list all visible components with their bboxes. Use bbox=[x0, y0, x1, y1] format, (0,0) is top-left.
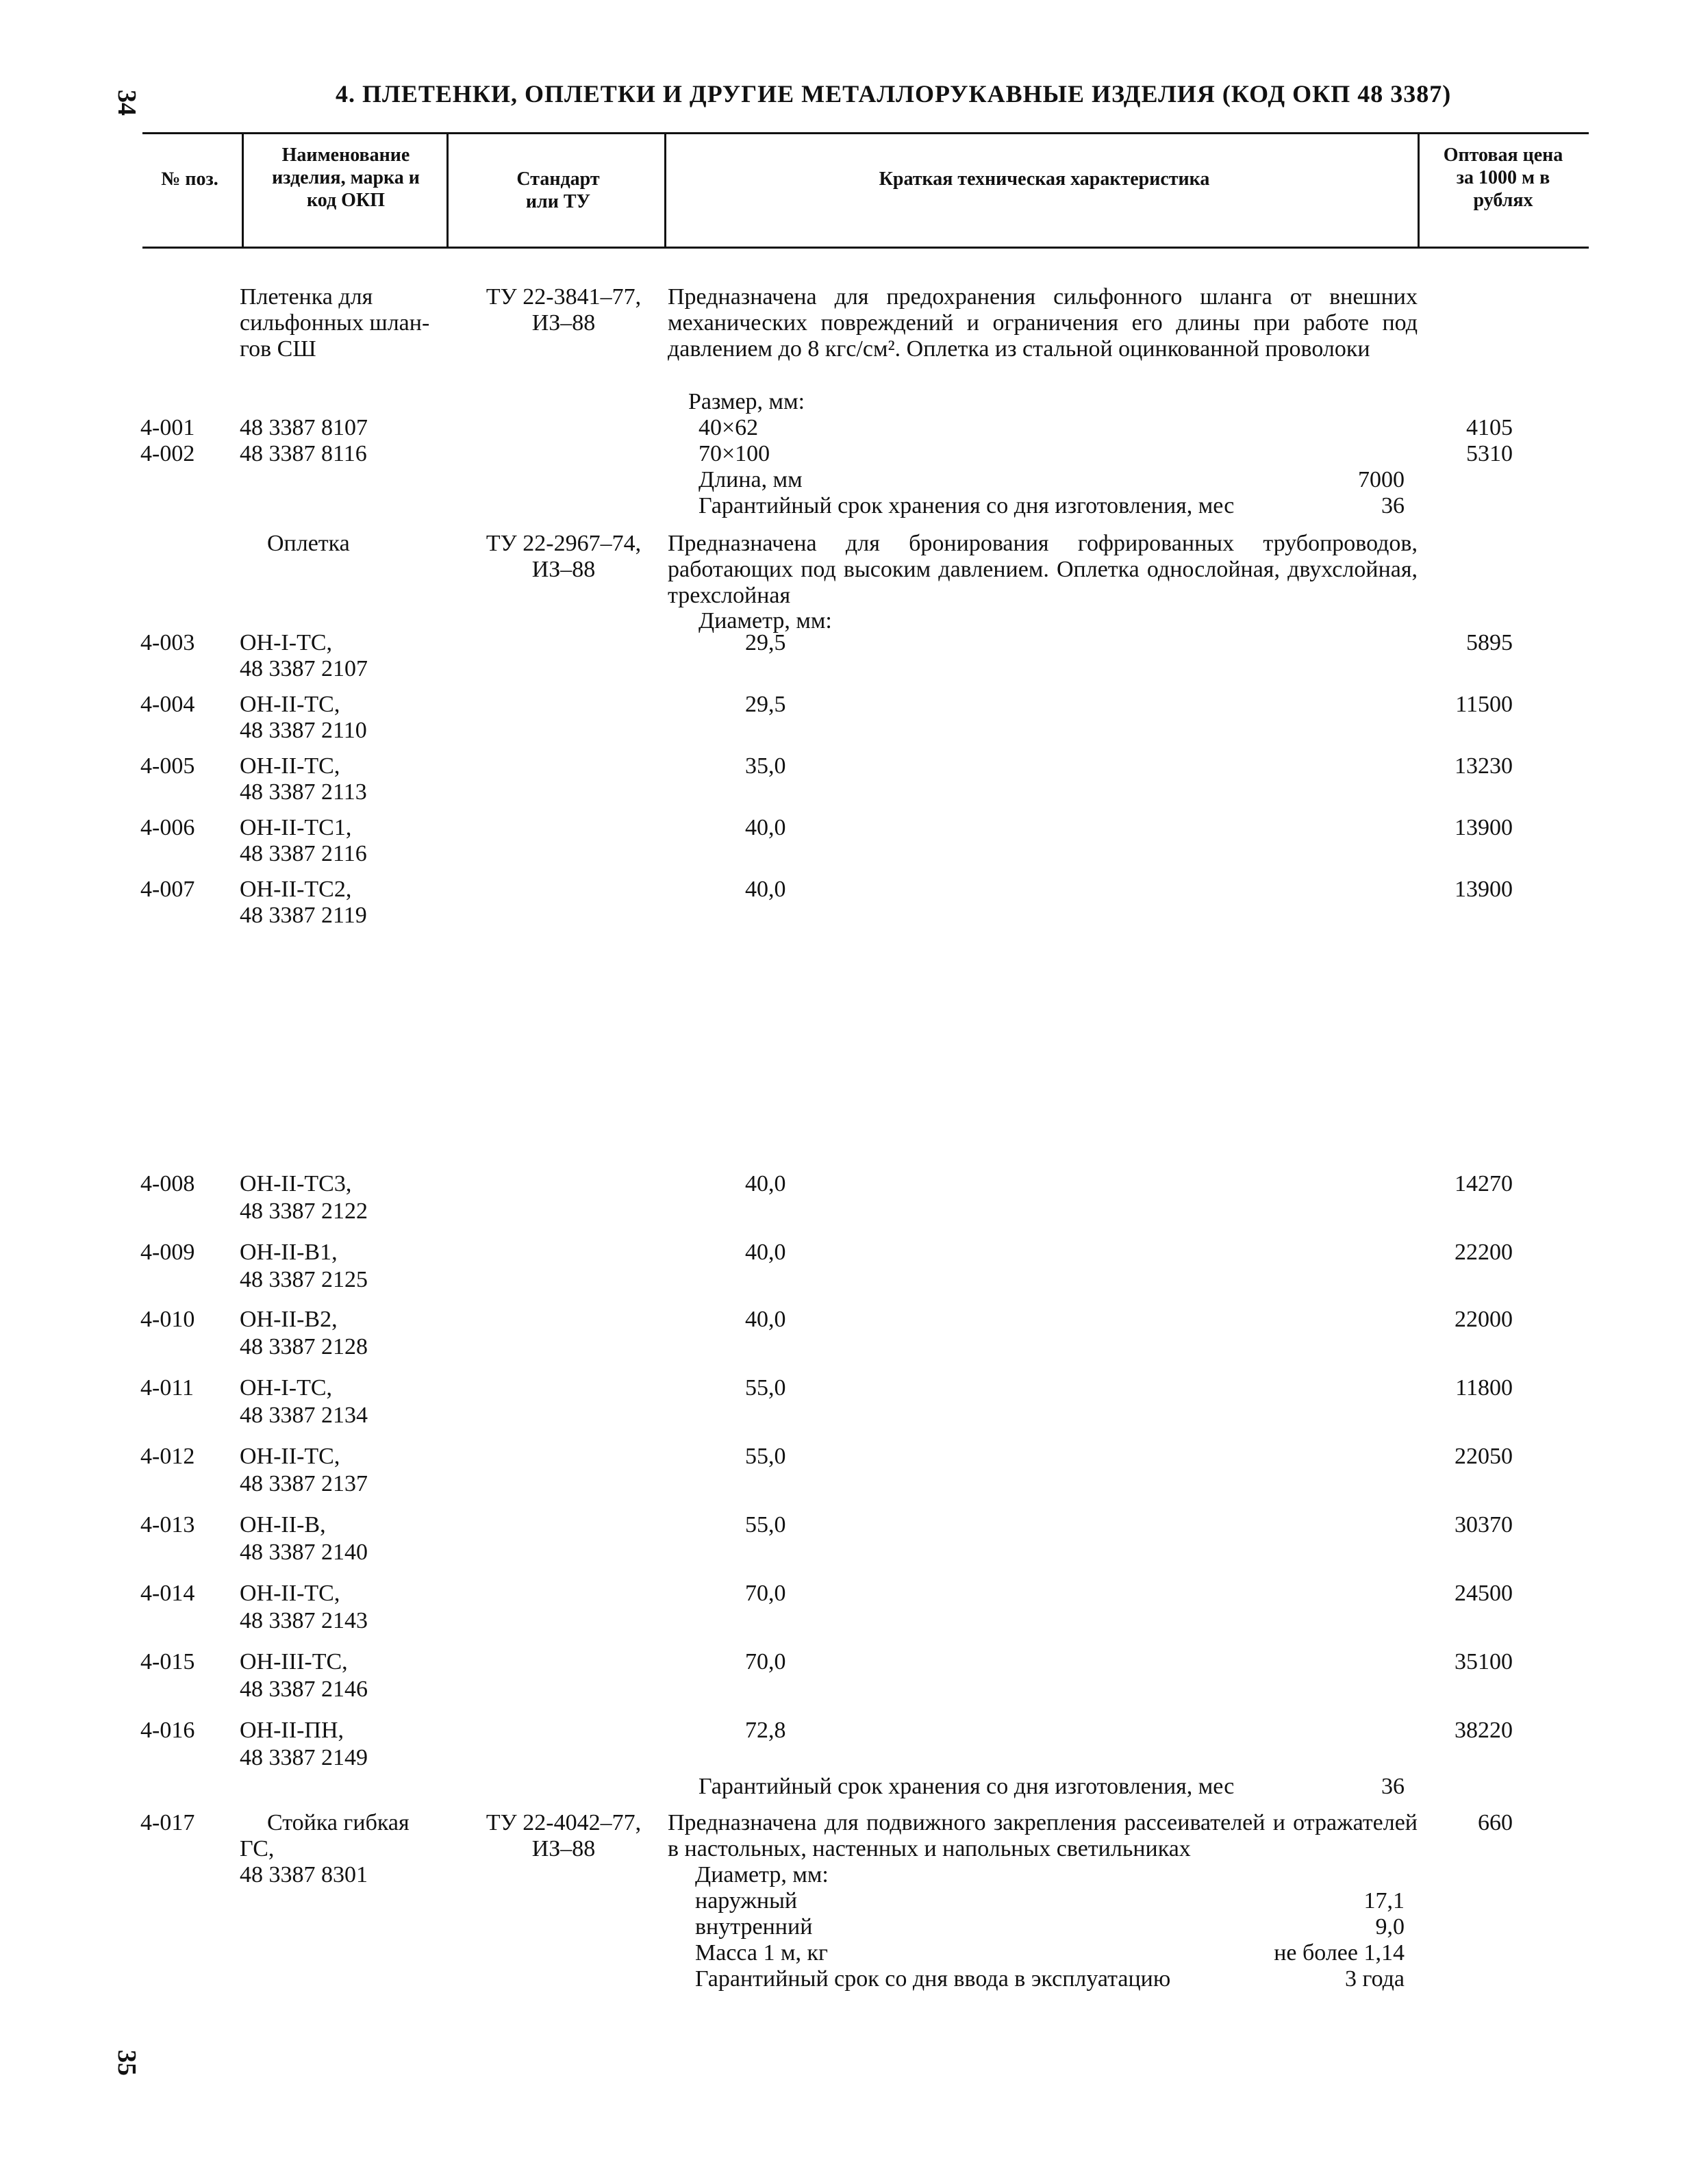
group3-outer-value: 17,1 bbox=[1363, 1888, 1405, 1913]
row-price: 24500 bbox=[1455, 1581, 1513, 1606]
row-price: 13900 bbox=[1455, 877, 1513, 902]
row-pos: 4-009 bbox=[140, 1240, 195, 1265]
row-price: 22050 bbox=[1455, 1444, 1513, 1469]
row-pos: 4-011 bbox=[140, 1375, 194, 1401]
group3-inner-value: 9,0 bbox=[1375, 1914, 1405, 1940]
group1-length-value: 7000 bbox=[1358, 467, 1405, 492]
row-pos: 4-014 bbox=[140, 1581, 195, 1606]
group3-name-line1: Стойка гибкая bbox=[267, 1810, 410, 1835]
row-pos: 4-001 bbox=[140, 415, 195, 440]
header-top-rule bbox=[142, 132, 1589, 134]
header-divider-2 bbox=[446, 132, 449, 249]
group2-warranty-value: 36 bbox=[1381, 1774, 1405, 1799]
row-diameter: 40,0 bbox=[745, 1307, 786, 1332]
row-pos: 4-006 bbox=[140, 815, 195, 840]
group1-length-label: Длина, мм bbox=[699, 467, 803, 492]
header-spec: Краткая техническая характеристика bbox=[879, 168, 1210, 190]
row-code: 48 3387 2107 bbox=[240, 656, 368, 681]
group1-warranty-label: Гарантийный срок хранения со дня изготовления, мес bbox=[699, 493, 1235, 518]
row-code: 48 3387 2137 bbox=[240, 1471, 368, 1496]
header-standard: Стандарт или ТУ bbox=[516, 168, 600, 212]
row-code: 48 3387 2125 bbox=[240, 1267, 368, 1292]
group1-warranty-value: 36 bbox=[1381, 493, 1405, 518]
row-price: 5310 bbox=[1466, 441, 1513, 466]
group3-mass-value: не более 1,14 bbox=[1274, 1940, 1405, 1966]
group1-name: Плетенка для сильфонных шлан- гов СШ bbox=[240, 284, 430, 362]
group3-diameter-label: Диаметр, мм: bbox=[695, 1862, 829, 1887]
group1-size-label: Размер, мм: bbox=[688, 389, 805, 414]
group2-diameter-label: Диаметр, мм: bbox=[699, 608, 832, 633]
row-mark: ОН-I-ТС, bbox=[240, 630, 333, 655]
row-code: 48 3387 8116 bbox=[240, 441, 367, 466]
row-diameter: 29,5 bbox=[745, 692, 786, 717]
row-mark: ОН-II-В1, bbox=[240, 1240, 338, 1265]
row-diameter: 70,0 bbox=[745, 1649, 786, 1674]
row-diameter: 72,8 bbox=[745, 1718, 786, 1743]
row-mark: ОН-II-ТС, bbox=[240, 692, 340, 717]
group2-standard: ТУ 22-2967–74, ИЗ–88 bbox=[486, 531, 642, 582]
row-diameter: 40,0 bbox=[745, 1171, 786, 1196]
row-price: 30370 bbox=[1455, 1512, 1513, 1537]
row-code: 48 3387 2122 bbox=[240, 1198, 368, 1224]
row-code: 48 3387 2146 bbox=[240, 1677, 368, 1702]
group2-warranty-label: Гарантийный срок хранения со дня изготовления, мес bbox=[699, 1774, 1235, 1799]
row-code: 48 3387 2116 bbox=[240, 841, 367, 866]
row-price: 13230 bbox=[1455, 753, 1513, 779]
row-diameter: 55,0 bbox=[745, 1444, 786, 1469]
row-mark: ОН-III-ТС, bbox=[240, 1649, 348, 1674]
page-number-bottom: 35 bbox=[112, 2050, 141, 2076]
group3-mass-label: Масса 1 м, кг bbox=[695, 1940, 828, 1966]
row-diameter: 55,0 bbox=[745, 1512, 786, 1537]
row-mark: ОН-II-ТС, bbox=[240, 1581, 340, 1606]
group1-standard: ТУ 22-3841–77, ИЗ–88 bbox=[486, 284, 642, 336]
row-size: 40×62 bbox=[699, 415, 759, 440]
row-mark: ОН-I-ТС, bbox=[240, 1375, 333, 1401]
row-diameter: 70,0 bbox=[745, 1581, 786, 1606]
row-mark: ОН-II-ТС, bbox=[240, 1444, 340, 1469]
header-name: Наименование изделия, марка и код ОКП bbox=[272, 145, 420, 211]
row-mark: ОН-II-ТС3, bbox=[240, 1171, 352, 1196]
row-pos: 4-007 bbox=[140, 877, 195, 902]
group3-code: 48 3387 8301 bbox=[240, 1862, 368, 1887]
row-pos: 4-005 bbox=[140, 753, 195, 779]
row-mark: ОН-II-ТС1, bbox=[240, 815, 352, 840]
page-number-top: 34 bbox=[112, 90, 141, 116]
row-pos: 4-002 bbox=[140, 441, 195, 466]
group3-inner-label: внутренний bbox=[695, 1914, 813, 1940]
header-pos: № поз. bbox=[161, 168, 218, 190]
row-code: 48 3387 2134 bbox=[240, 1403, 368, 1428]
row-pos: 4-004 bbox=[140, 692, 195, 717]
row-price: 22000 bbox=[1455, 1307, 1513, 1332]
row-mark: ОН-II-В, bbox=[240, 1512, 326, 1537]
row-diameter: 35,0 bbox=[745, 753, 786, 779]
header-divider-3 bbox=[664, 132, 666, 249]
group3-name-line2: ГС, bbox=[240, 1836, 275, 1861]
row-pos: 4-017 bbox=[140, 1810, 195, 1835]
row-price: 5895 bbox=[1466, 630, 1513, 655]
row-code: 48 3387 8107 bbox=[240, 415, 368, 440]
row-mark: ОН-II-ПН, bbox=[240, 1718, 344, 1743]
group3-warranty-label: Гарантийный срок со дня ввода в эксплуатацию bbox=[695, 1966, 1171, 1992]
row-price: 11500 bbox=[1455, 692, 1513, 717]
header-price: Оптовая цена за 1000 м в рублях bbox=[1443, 145, 1563, 211]
group1-description: Предназначена для предохранения сильфонного шланга от внешних механических повреждений и ограничения его длины при работе под давлением до 8 кгс/см². Оплетка из стальной оцинкованной проволоки bbox=[668, 284, 1418, 362]
row-code: 48 3387 2113 bbox=[240, 779, 367, 805]
row-price: 14270 bbox=[1455, 1171, 1513, 1196]
header-divider-1 bbox=[242, 132, 244, 249]
row-pos: 4-013 bbox=[140, 1512, 195, 1537]
row-size: 70×100 bbox=[699, 441, 770, 466]
group2-name: Оплетка bbox=[267, 531, 350, 556]
row-mark: ОН-II-ТС2, bbox=[240, 877, 352, 902]
row-code: 48 3387 2110 bbox=[240, 718, 367, 743]
row-diameter: 55,0 bbox=[745, 1375, 786, 1401]
row-code: 48 3387 2128 bbox=[240, 1334, 368, 1359]
row-price: 22200 bbox=[1455, 1240, 1513, 1265]
row-mark: ОН-II-В2, bbox=[240, 1307, 338, 1332]
row-code: 48 3387 2143 bbox=[240, 1608, 368, 1633]
row-price: 35100 bbox=[1455, 1649, 1513, 1674]
row-code: 48 3387 2140 bbox=[240, 1540, 368, 1565]
row-pos: 4-012 bbox=[140, 1444, 195, 1469]
row-pos: 4-008 bbox=[140, 1171, 195, 1196]
row-code: 48 3387 2119 bbox=[240, 903, 367, 928]
row-pos: 4-003 bbox=[140, 630, 195, 655]
page-title: 4. ПЛЕТЕНКИ, ОПЛЕТКИ И ДРУГИЕ МЕТАЛЛОРУКАВНЫЕ ИЗДЕЛИЯ (КОД ОКП 48 3387) bbox=[336, 80, 1452, 108]
row-pos: 4-015 bbox=[140, 1649, 195, 1674]
group2-description: Предназначена для бронирования гофрированных трубопроводов, работающих под высоким давлением. Оплетка однослойная, двухслойная, трехслойная bbox=[668, 531, 1418, 608]
row-price: 13900 bbox=[1455, 815, 1513, 840]
row-code: 48 3387 2149 bbox=[240, 1745, 368, 1770]
row-price: 11800 bbox=[1455, 1375, 1513, 1401]
group3-description: Предназначена для подвижного закрепления рассеивателей и отражателей в настольных, настенных и напольных светильниках bbox=[668, 1810, 1418, 1861]
row-price: 38220 bbox=[1455, 1718, 1513, 1743]
group3-outer-label: наружный bbox=[695, 1888, 798, 1913]
group3-standard: ТУ 22-4042–77, ИЗ–88 bbox=[486, 1810, 642, 1861]
row-price: 4105 bbox=[1466, 415, 1513, 440]
row-pos: 4-010 bbox=[140, 1307, 195, 1332]
header-bottom-rule bbox=[142, 247, 1589, 249]
header-divider-4 bbox=[1418, 132, 1420, 249]
group3-price: 660 bbox=[1478, 1810, 1513, 1835]
row-diameter: 40,0 bbox=[745, 815, 786, 840]
row-diameter: 29,5 bbox=[745, 630, 786, 655]
row-diameter: 40,0 bbox=[745, 1240, 786, 1265]
row-diameter: 40,0 bbox=[745, 877, 786, 902]
group3-warranty-value: 3 года bbox=[1344, 1966, 1405, 1992]
row-mark: ОН-II-ТС, bbox=[240, 753, 340, 779]
row-pos: 4-016 bbox=[140, 1718, 195, 1743]
